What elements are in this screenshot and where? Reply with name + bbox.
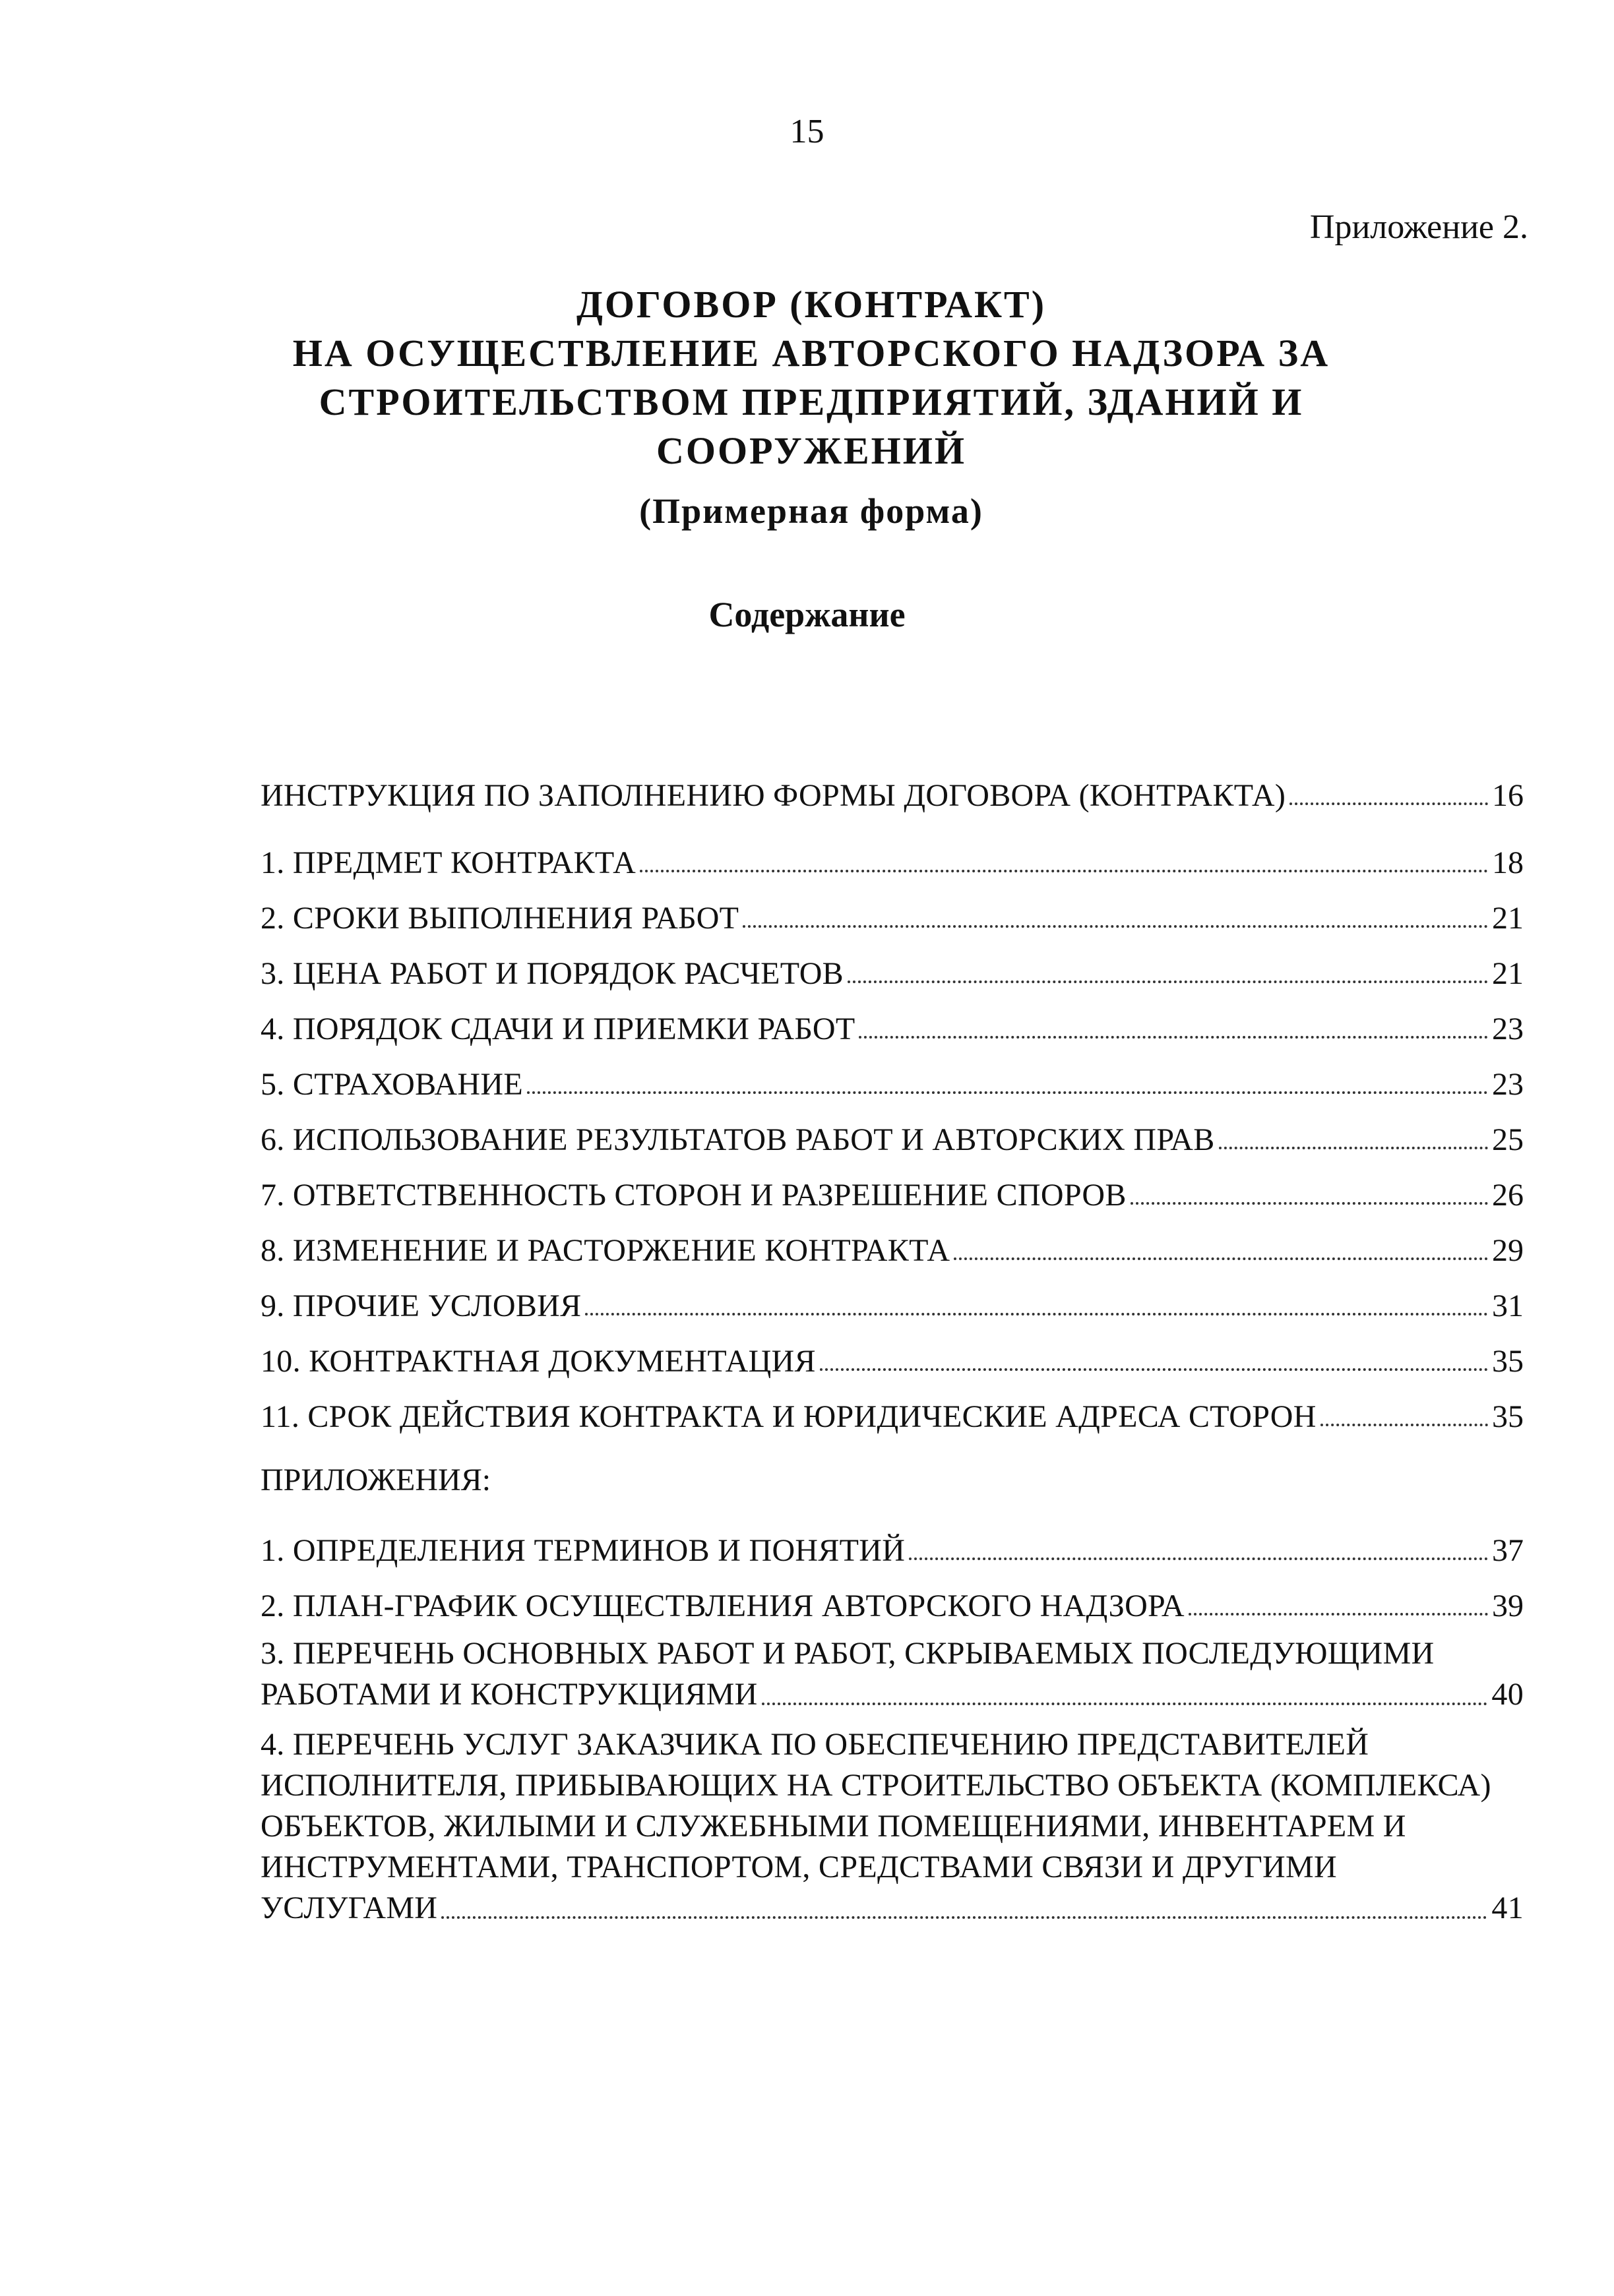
title-line-3: СТРОИТЕЛЬСТВОМ ПРЕДПРИЯТИЙ, ЗДАНИЙ И	[319, 380, 1304, 423]
toc-entry	[261, 881, 1524, 936]
dot-leader	[743, 925, 1488, 928]
toc-entry-page: 16	[1492, 778, 1524, 813]
appendix-entry-page: 39	[1492, 1588, 1524, 1623]
dot-leader	[1219, 1147, 1488, 1149]
appendix-entry-line: ИСПОЛНИТЕЛЯ, ПРИБЫВАЮЩИХ НА СТРОИТЕЛЬСТВО ОБЪЕКТА (КОМПЛЕКСА)	[261, 1768, 1491, 1803]
dot-leader	[1131, 1202, 1488, 1205]
toc-entry-page: 23	[1492, 1012, 1524, 1046]
toc-entry-title: 10. КОНТРАКТНАЯ ДОКУМЕНТАЦИЯ	[261, 1344, 816, 1379]
appendix-entry-line: УСЛУГАМИ	[261, 1890, 438, 1925]
dot-leader	[909, 1557, 1488, 1560]
appendices-list	[261, 1513, 1524, 1929]
appendix-entry-title: 1. ОПРЕДЕЛЕНИЯ ТЕРМИНОВ И ПОНЯТИЙ	[261, 1533, 906, 1568]
toc-entry	[261, 1269, 1524, 1324]
appendix-entry-text	[261, 1633, 1524, 1715]
toc-entry	[261, 936, 1524, 992]
appendices-heading: ПРИЛОЖЕНИЯ:	[261, 1463, 491, 1497]
toc-entry-page: 35	[1492, 1399, 1524, 1434]
toc-entry-title: 5. СТРАХОВАНИЕ	[261, 1067, 523, 1102]
toc-entry-title: ИНСТРУКЦИЯ ПО ЗАПОЛНЕНИЮ ФОРМЫ ДОГОВОРА (КОНТРАКТА)	[261, 778, 1286, 813]
toc-entry	[261, 992, 1524, 1047]
toc-entry	[261, 826, 1524, 881]
appendix-entry-title: 2. ПЛАН-ГРАФИК ОСУЩЕСТВЛЕНИЯ АВТОРСКОГО НАДЗОРА	[261, 1588, 1185, 1623]
document-title	[251, 280, 1372, 533]
dot-leader	[820, 1368, 1488, 1371]
toc-entry-page: 29	[1492, 1233, 1524, 1268]
toc-entry	[261, 1103, 1524, 1158]
appendix-entry-line: РАБОТАМИ И КОНСТРУКЦИЯМИ	[261, 1677, 758, 1712]
toc-entry-page: 31	[1492, 1288, 1524, 1323]
toc-entry-page: 21	[1492, 956, 1524, 991]
page-number: 15	[790, 113, 824, 150]
appendix-entry	[261, 1724, 1524, 1929]
table-of-contents	[261, 758, 1524, 1435]
dot-leader	[1320, 1424, 1488, 1426]
appendix-entry	[261, 1569, 1524, 1624]
toc-entry	[261, 1158, 1524, 1213]
dot-leader	[527, 1091, 1488, 1094]
appendix-entry-line: 3. ПЕРЕЧЕНЬ ОСНОВНЫХ РАБОТ И РАБОТ, СКРЫВАЕМЫХ ПОСЛЕДУЮЩИМИ	[261, 1636, 1435, 1671]
dot-leader	[848, 981, 1488, 983]
appendix-label: Приложение 2.	[1309, 208, 1528, 246]
document-subtitle: (Примерная форма)	[639, 491, 983, 531]
title-line-4: СООРУЖЕНИЙ	[656, 429, 967, 472]
toc-entry-page: 26	[1492, 1178, 1524, 1213]
appendix-entry-text	[261, 1724, 1524, 1929]
toc-entry-page: 23	[1492, 1067, 1524, 1102]
toc-entry-title: 1. ПРЕДМЕТ КОНТРАКТА	[261, 845, 636, 880]
title-line-2: НА ОСУЩЕСТВЛЕНИЕ АВТОРСКОГО НАДЗОРА ЗА	[292, 332, 1330, 375]
appendix-entry-page: 41	[1491, 1890, 1524, 1925]
toc-entry-title: 3. ЦЕНА РАБОТ И ПОРЯДОК РАСЧЕТОВ	[261, 956, 844, 991]
appendix-entry-last-line	[261, 1888, 1524, 1929]
toc-entry-title: 7. ОТВЕТСТВЕННОСТЬ СТОРОН И РАЗРЕШЕНИЕ СПОРОВ	[261, 1178, 1127, 1213]
toc-entry	[261, 1213, 1524, 1269]
dot-leader	[1189, 1613, 1488, 1616]
toc-entry	[261, 1324, 1524, 1379]
dot-leader	[441, 1916, 1487, 1919]
appendix-entry	[261, 1513, 1524, 1569]
appendix-entry-page: 40	[1491, 1677, 1524, 1712]
dot-leader	[585, 1313, 1488, 1315]
toc-entry	[261, 758, 1524, 814]
toc-entry-title: 11. СРОК ДЕЙСТВИЯ КОНТРАКТА И ЮРИДИЧЕСКИЕ АДРЕСА СТОРОН	[261, 1399, 1317, 1434]
dot-leader	[954, 1257, 1488, 1260]
appendix-entry	[261, 1633, 1524, 1715]
toc-entry-page: 18	[1492, 845, 1524, 880]
toc-entry-title: 4. ПОРЯДОК СДАЧИ И ПРИЕМКИ РАБОТ	[261, 1012, 855, 1046]
title-line-1: ДОГОВОР (КОНТРАКТ)	[576, 283, 1047, 326]
toc-entry	[261, 1379, 1524, 1435]
toc-entry-title: 8. ИЗМЕНЕНИЕ И РАСТОРЖЕНИЕ КОНТРАКТА	[261, 1233, 950, 1268]
contents-heading: Содержание	[708, 595, 906, 634]
toc-entry-title: 2. СРОКИ ВЫПОЛНЕНИЯ РАБОТ	[261, 901, 739, 936]
appendix-entry-last-line	[261, 1674, 1524, 1715]
toc-entry-title: 9. ПРОЧИЕ УСЛОВИЯ	[261, 1288, 582, 1323]
dot-leader	[640, 870, 1488, 872]
toc-entry-page: 25	[1492, 1122, 1524, 1157]
dot-leader	[1289, 802, 1488, 805]
toc-entry-page: 21	[1492, 901, 1524, 936]
appendix-entry-line: ОБЪЕКТОВ, ЖИЛЫМИ И СЛУЖЕБНЫМИ ПОМЕЩЕНИЯМИ, ИНВЕНТАРЕМ И	[261, 1809, 1406, 1844]
appendix-entry-page: 37	[1492, 1533, 1524, 1568]
dot-leader	[762, 1703, 1488, 1705]
dot-leader	[859, 1036, 1488, 1039]
appendix-entry-line: 4. ПЕРЕЧЕНЬ УСЛУГ ЗАКАЗЧИКА ПО ОБЕСПЕЧЕНИЮ ПРЕДСТАВИТЕЛЕЙ	[261, 1727, 1369, 1762]
appendix-entry-line: ИНСТРУМЕНТАМИ, ТРАНСПОРТОМ, СРЕДСТВАМИ СВЯЗИ И ДРУГИМИ	[261, 1850, 1337, 1885]
toc-entry	[261, 1047, 1524, 1103]
toc-entry-title: 6. ИСПОЛЬЗОВАНИЕ РЕЗУЛЬТАТОВ РАБОТ И АВТОРСКИХ ПРАВ	[261, 1122, 1215, 1157]
toc-entry-page: 35	[1492, 1344, 1524, 1379]
